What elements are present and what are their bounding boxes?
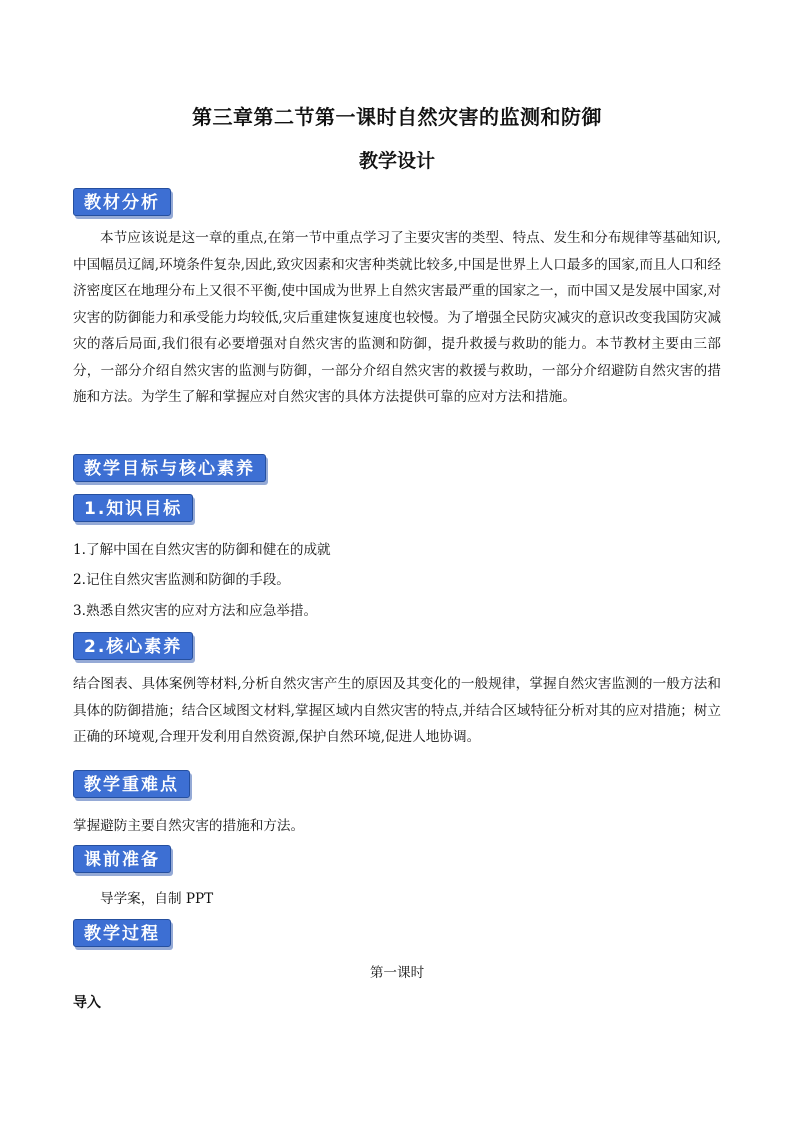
section-tag-goals: 教学目标与核心素养 [73,454,266,482]
intro-heading: 导入 [73,995,101,1011]
knowledge-item-3: 3.熟悉自然灾害的应对方法和应急举措。 [73,603,318,619]
knowledge-item-1: 1.了解中国在自然灾害的防御和健在的成就 [73,542,331,558]
knowledge-item-2: 2.记住自然灾害监测和防御的手段。 [73,572,290,588]
keypoints-text: 掌握避防主要自然灾害的措施和方法。 [73,818,305,834]
section-tag-process: 教学过程 [73,919,171,947]
document-title: 第三章第二节第一课时自然灾害的监测和防御 [192,105,602,129]
prep-text: 导学案，自制 PPT [100,891,214,907]
section-tag-knowledge: 1.知识目标 [73,494,193,522]
section-tag-literacy: 2.核心素养 [73,632,193,660]
section-tag-analysis: 教材分析 [73,188,171,216]
analysis-paragraph: 本节应该说是这一章的重点,在第一节中重点学习了主要灾害的类型、特点、发生和分布规律等基础知识,中国幅员辽阔,环境条件复杂,因此,致灾因素和灾害种类就比较多,中国是世界上人口最多的国家,而且人口和经济密度区在地理分布上又很不平衡,使中国成为世界上自然灾害最严重的国家之一，而中国又是发展中国家,对灾害的防御能力和承受能力均较低,灾后重建恢复速度也较慢。为了增强全民防灾减灾的意识改变我国防灾减灾的落后局面,我们很有必要增强对自然灾害的监测和防御，提升救援与救助的能力。本节教材主要由三部分，一部分介绍自然灾害的监测与防御，一部分介绍自然灾害的救援与救助，一部分介绍避防自然灾害的措施和方法。为学生了解和掌握应对自然灾害的具体方法提供可靠的应对方法和措施。 [73,230,721,405]
document-subtitle: 教学设计 [358,150,435,172]
literacy-paragraph: 结合图表、具体案例等材料,分析自然灾害产生的原因及其变化的一般规律，掌握自然灾害监测的一般方法和具体的防御措施；结合区域图文材料,掌握区域内自然灾害的特点,并结合区域特征分析对其的应对措施；树立正确的环境观,合理开发利用自然资源,保护自然环境,促进人地协调。 [73,676,721,745]
section-tag-prep: 课前准备 [73,845,171,873]
section-tag-keypoints: 教学重难点 [73,770,190,798]
lesson-heading: 第一课时 [369,965,425,981]
